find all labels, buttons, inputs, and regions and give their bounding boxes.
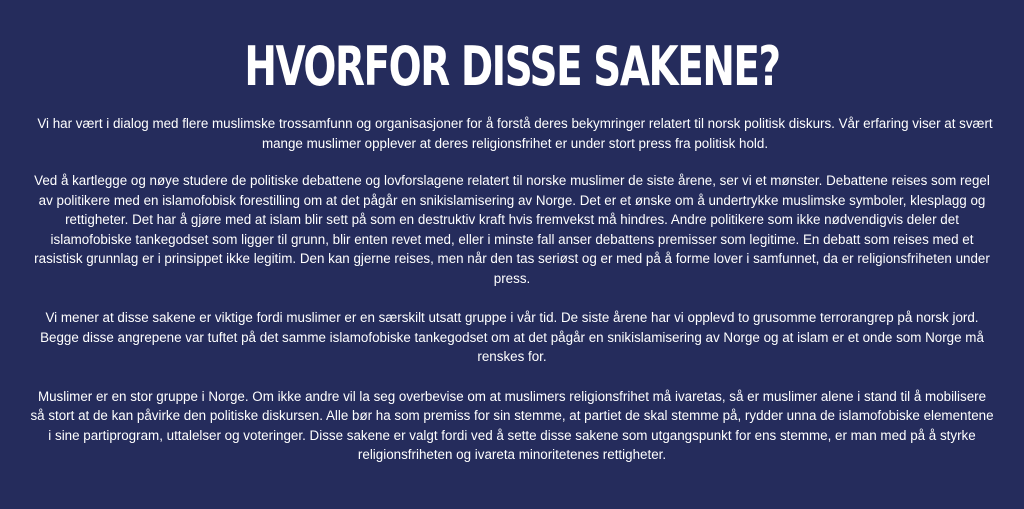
paragraph-dialogue: Vi har vært i dialog med flere muslimske trossamfunn og organisasjoner for å forstå deres bekymringer relatert til norsk politisk diskurs. Vår erfaring viser at svært mange muslimer opplever at deres religionsfrihet er under stort press fra politisk hold. [37,116,993,151]
paragraph-mobilize: Muslimer er en stor gruppe i Norge. Om ikke andre vil la seg overbevise om at muslimers religionsfrihet må ivaretas, så er muslimer alene i stand til å mobilisere så stort at de kan påvirke den politiske diskursen. Alle bør ha som premiss for sin stemme, at partiet de skal stemme på, rydder unna de islamofobiske elementene i sine partiprogram, uttalelser og voteringer. Disse sakene er valgt fordi ved å sette disse sakene som utgangspunkt for ens stemme, er man med på å styrke religionsfriheten og ivareta minoritetenes rettigheter. [30,388,994,462]
paragraph-vulnerable-group: Vi mener at disse sakene er viktige fordi muslimer er en særskilt utsatt gruppe i vår tid. De siste årene har vi opplevd to grusomme terrorangrep på norsk jord. Begge disse angrepene var tuftet på det samme islamofobiske tankegodset om at det pågår en snikislamisering av Norge og at islam er et onde som Norge må renskes for. [40,310,984,364]
paragraph-pattern: Ved å kartlegge og nøye studere de politiske debattene og lovforslagene relatert til norske muslimer de siste årene, ser vi et mønster. Debattene reises som regel av politikere med en islamofobisk forestilling om at det pågår en snikislamisering av Norge. Det er et ønske om å undertrykke muslimske symboler, klesplagg og rettigheter. Det har å gjøre med at islam blir sett på som en destruktiv kraft hvis fremvekst må hindres. Andre politikere som ikke nødvendigvis deler det islamofobiske tankegodset som ligger til grunn, blir enten revet med, eller i minste fall anser debattens premisser som legitime. En debatt som reises med et rasistisk grunnlag er i prinsippet ikke legitim. Den kan gjerne reises, men når den tas seriøst og er med på å forme lover i samfunnet, da er religionsfriheten under press. [34,173,990,286]
section-title: HVORFOR DISSE SAKENE? [244,35,780,98]
